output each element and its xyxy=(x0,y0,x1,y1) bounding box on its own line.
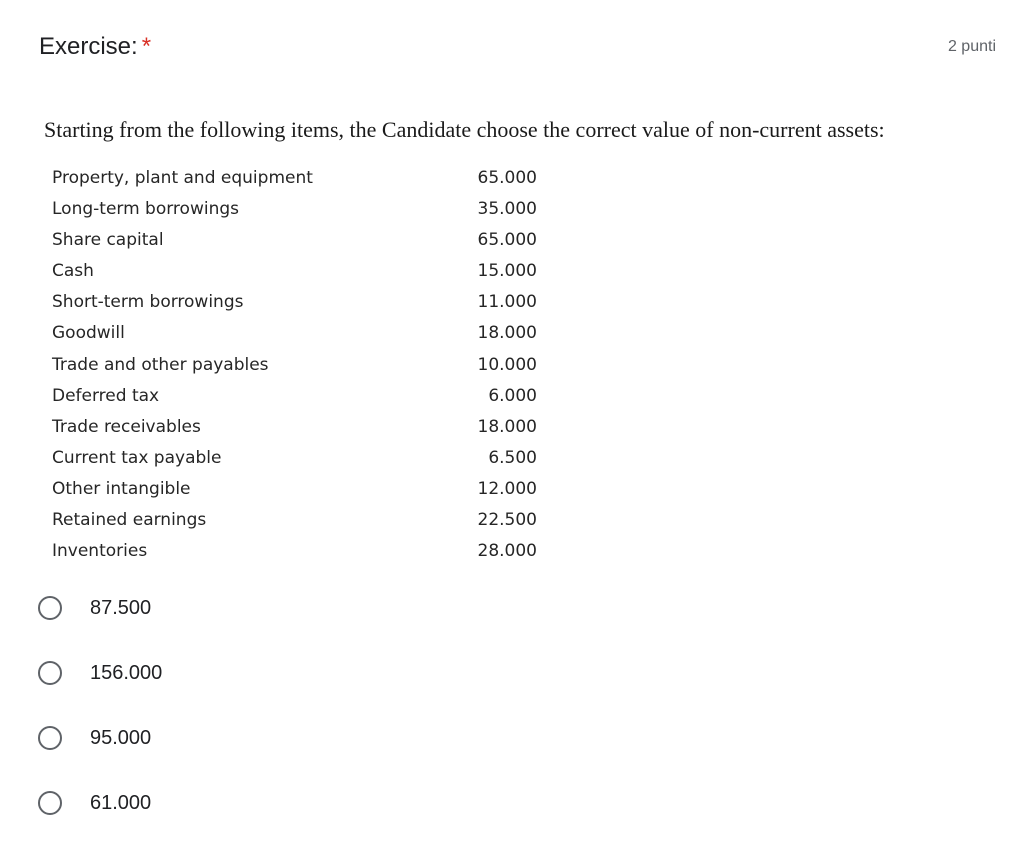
answer-option-label[interactable]: 95.000 xyxy=(90,727,152,749)
item-label: Long-term borrowings xyxy=(52,199,239,220)
item-row xyxy=(52,506,552,537)
item-label: Trade receivables xyxy=(52,416,201,437)
item-value: 22.500 xyxy=(477,510,537,531)
item-value: 65.000 xyxy=(477,230,537,251)
question-header xyxy=(39,30,996,64)
question-image xyxy=(44,112,1004,572)
item-value: 28.000 xyxy=(477,541,537,562)
radio-unchecked-icon[interactable] xyxy=(38,791,62,815)
item-row xyxy=(52,444,552,475)
item-label: Goodwill xyxy=(52,323,125,344)
item-row xyxy=(52,382,552,413)
answer-option-4[interactable] xyxy=(36,785,436,850)
answer-option-1[interactable] xyxy=(36,590,436,655)
radio-unchecked-icon[interactable] xyxy=(38,661,62,685)
item-value: 6.000 xyxy=(488,385,537,406)
item-value: 65.000 xyxy=(477,168,537,188)
answer-option-3[interactable] xyxy=(36,720,436,785)
points-label: 2 punti xyxy=(947,38,996,55)
item-label: Share capital xyxy=(52,230,164,251)
item-label: Retained earnings xyxy=(52,510,207,531)
answer-option-2[interactable] xyxy=(36,655,436,720)
item-label: Deferred tax xyxy=(52,385,160,406)
item-label: Short-term borrowings xyxy=(52,292,244,313)
item-row xyxy=(52,537,552,568)
item-row xyxy=(52,288,552,319)
items-list xyxy=(52,164,552,568)
item-label: Cash xyxy=(52,261,94,282)
required-asterisk: * xyxy=(141,33,152,60)
item-label: Inventories xyxy=(52,541,148,562)
item-label: Other intangible xyxy=(52,478,191,499)
answer-options xyxy=(36,590,436,850)
item-value: 6.500 xyxy=(488,447,537,468)
item-row xyxy=(52,413,552,444)
radio-unchecked-icon[interactable] xyxy=(38,726,62,750)
item-row xyxy=(52,319,552,350)
item-value: 10.000 xyxy=(477,354,537,375)
answer-option-label[interactable]: 156.000 xyxy=(90,662,163,684)
item-row xyxy=(52,351,552,382)
question-title-text: Exercise: xyxy=(39,33,138,60)
item-row xyxy=(52,226,552,257)
item-row xyxy=(52,475,552,506)
question-prompt: Starting from the following items, the Candidate choose the correct value of non-current assets: xyxy=(44,117,885,142)
item-row xyxy=(52,164,552,195)
radio-unchecked-icon[interactable] xyxy=(38,596,62,620)
item-row xyxy=(52,195,552,226)
item-value: 15.000 xyxy=(477,261,537,282)
item-value: 11.000 xyxy=(477,292,537,313)
answer-option-label[interactable]: 61.000 xyxy=(90,792,152,814)
answer-option-label[interactable]: 87.500 xyxy=(90,597,152,619)
item-value: 18.000 xyxy=(477,416,537,437)
item-label: Trade and other payables xyxy=(52,354,269,375)
item-label: Current tax payable xyxy=(52,447,222,468)
item-value: 18.000 xyxy=(477,323,537,344)
item-row xyxy=(52,257,552,288)
item-value: 35.000 xyxy=(477,199,537,220)
item-label: Property, plant and equipment xyxy=(52,168,313,188)
item-value: 12.000 xyxy=(477,478,537,499)
question-title xyxy=(39,30,151,64)
